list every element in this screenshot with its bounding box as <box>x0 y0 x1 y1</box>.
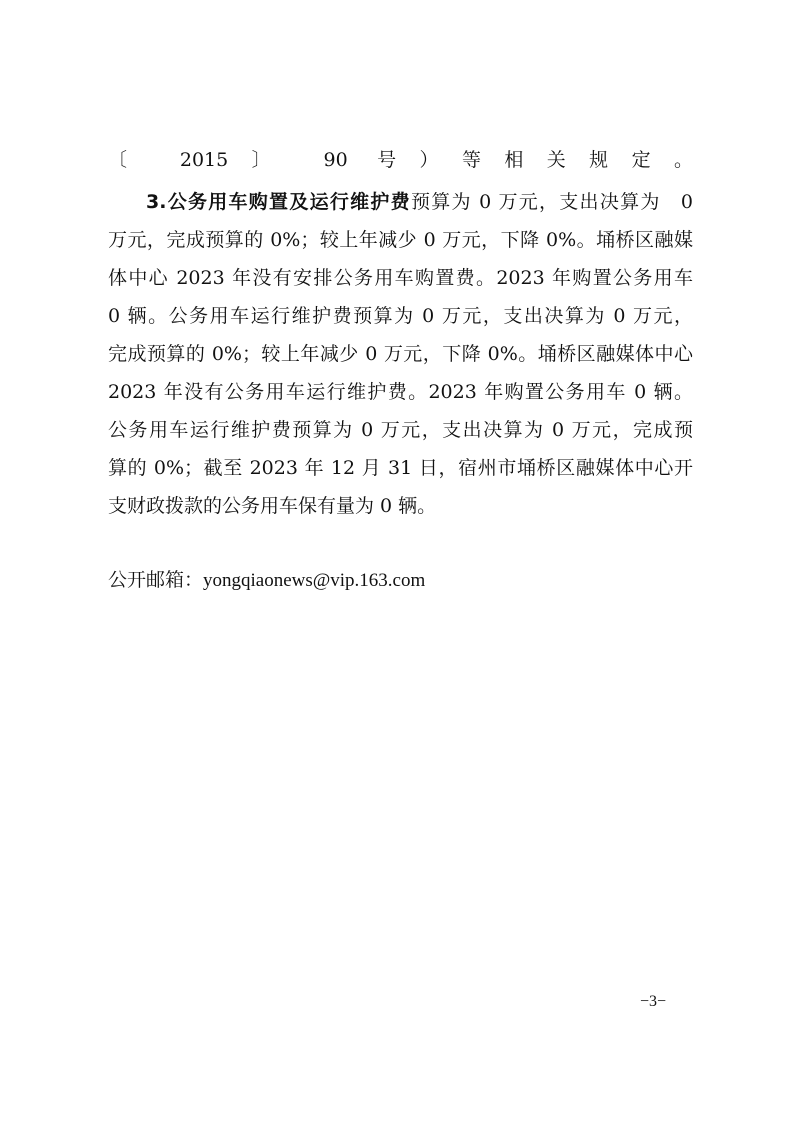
paragraph-line-3 <box>108 228 693 252</box>
paragraph-line-5-text: 0 辆。公务用车运行维护费预算为 0 万元，支出决算为 0 万元， <box>108 305 693 327</box>
paragraph-line-6-text: 完成预算的 0%；较上年减少 0 万元，下降 0%。埇桥区融媒体中心 <box>108 343 693 365</box>
section-heading: 3.公务用车购置及运行维护费 <box>146 191 411 213</box>
paragraph-line-1 <box>108 148 693 172</box>
paragraph-line-2 <box>146 190 693 214</box>
public-email <box>108 568 425 593</box>
email-address: yongqiaonews@vip.163.com <box>203 570 426 591</box>
paragraph-line-4-text: 体中心 2023 年没有安排公务用车购置费。2023 年购置公务用车 <box>108 267 693 289</box>
paragraph-line-10 <box>108 494 693 518</box>
paragraph-line-5 <box>108 304 693 328</box>
paragraph-line-8 <box>108 418 693 442</box>
paragraph-line-8-text: 公务用车运行维护费预算为 0 万元，支出决算为 0 万元，完成预 <box>108 419 693 441</box>
paragraph-line-3-text: 万元，完成预算的 0%；较上年减少 0 万元，下降 0%。埇桥区融媒 <box>108 229 693 251</box>
email-label: 公开邮箱： <box>108 569 204 591</box>
page-number: −3− <box>640 993 667 1010</box>
paragraph-line-7 <box>108 380 693 404</box>
paragraph-line-6 <box>108 342 693 366</box>
paragraph-line-1-text: 〔 2015〕 90 号）等相关规定。 <box>108 149 693 171</box>
paragraph-line-4 <box>108 266 693 290</box>
paragraph-line-2-text: 预算为 0 万元，支出决算为 0 <box>410 191 693 213</box>
paragraph-line-9 <box>108 456 693 480</box>
paragraph-line-9-text: 算的 0%；截至 2023 年 12 月 31 日，宿州市埇桥区融媒体中心开 <box>108 457 693 479</box>
paragraph-line-10-text: 支财政拨款的公务用车保有量为 0 辆。 <box>108 495 437 517</box>
paragraph-line-7-text: 2023 年没有公务用车运行维护费。2023 年购置公务用车 0 辆。 <box>108 381 693 403</box>
